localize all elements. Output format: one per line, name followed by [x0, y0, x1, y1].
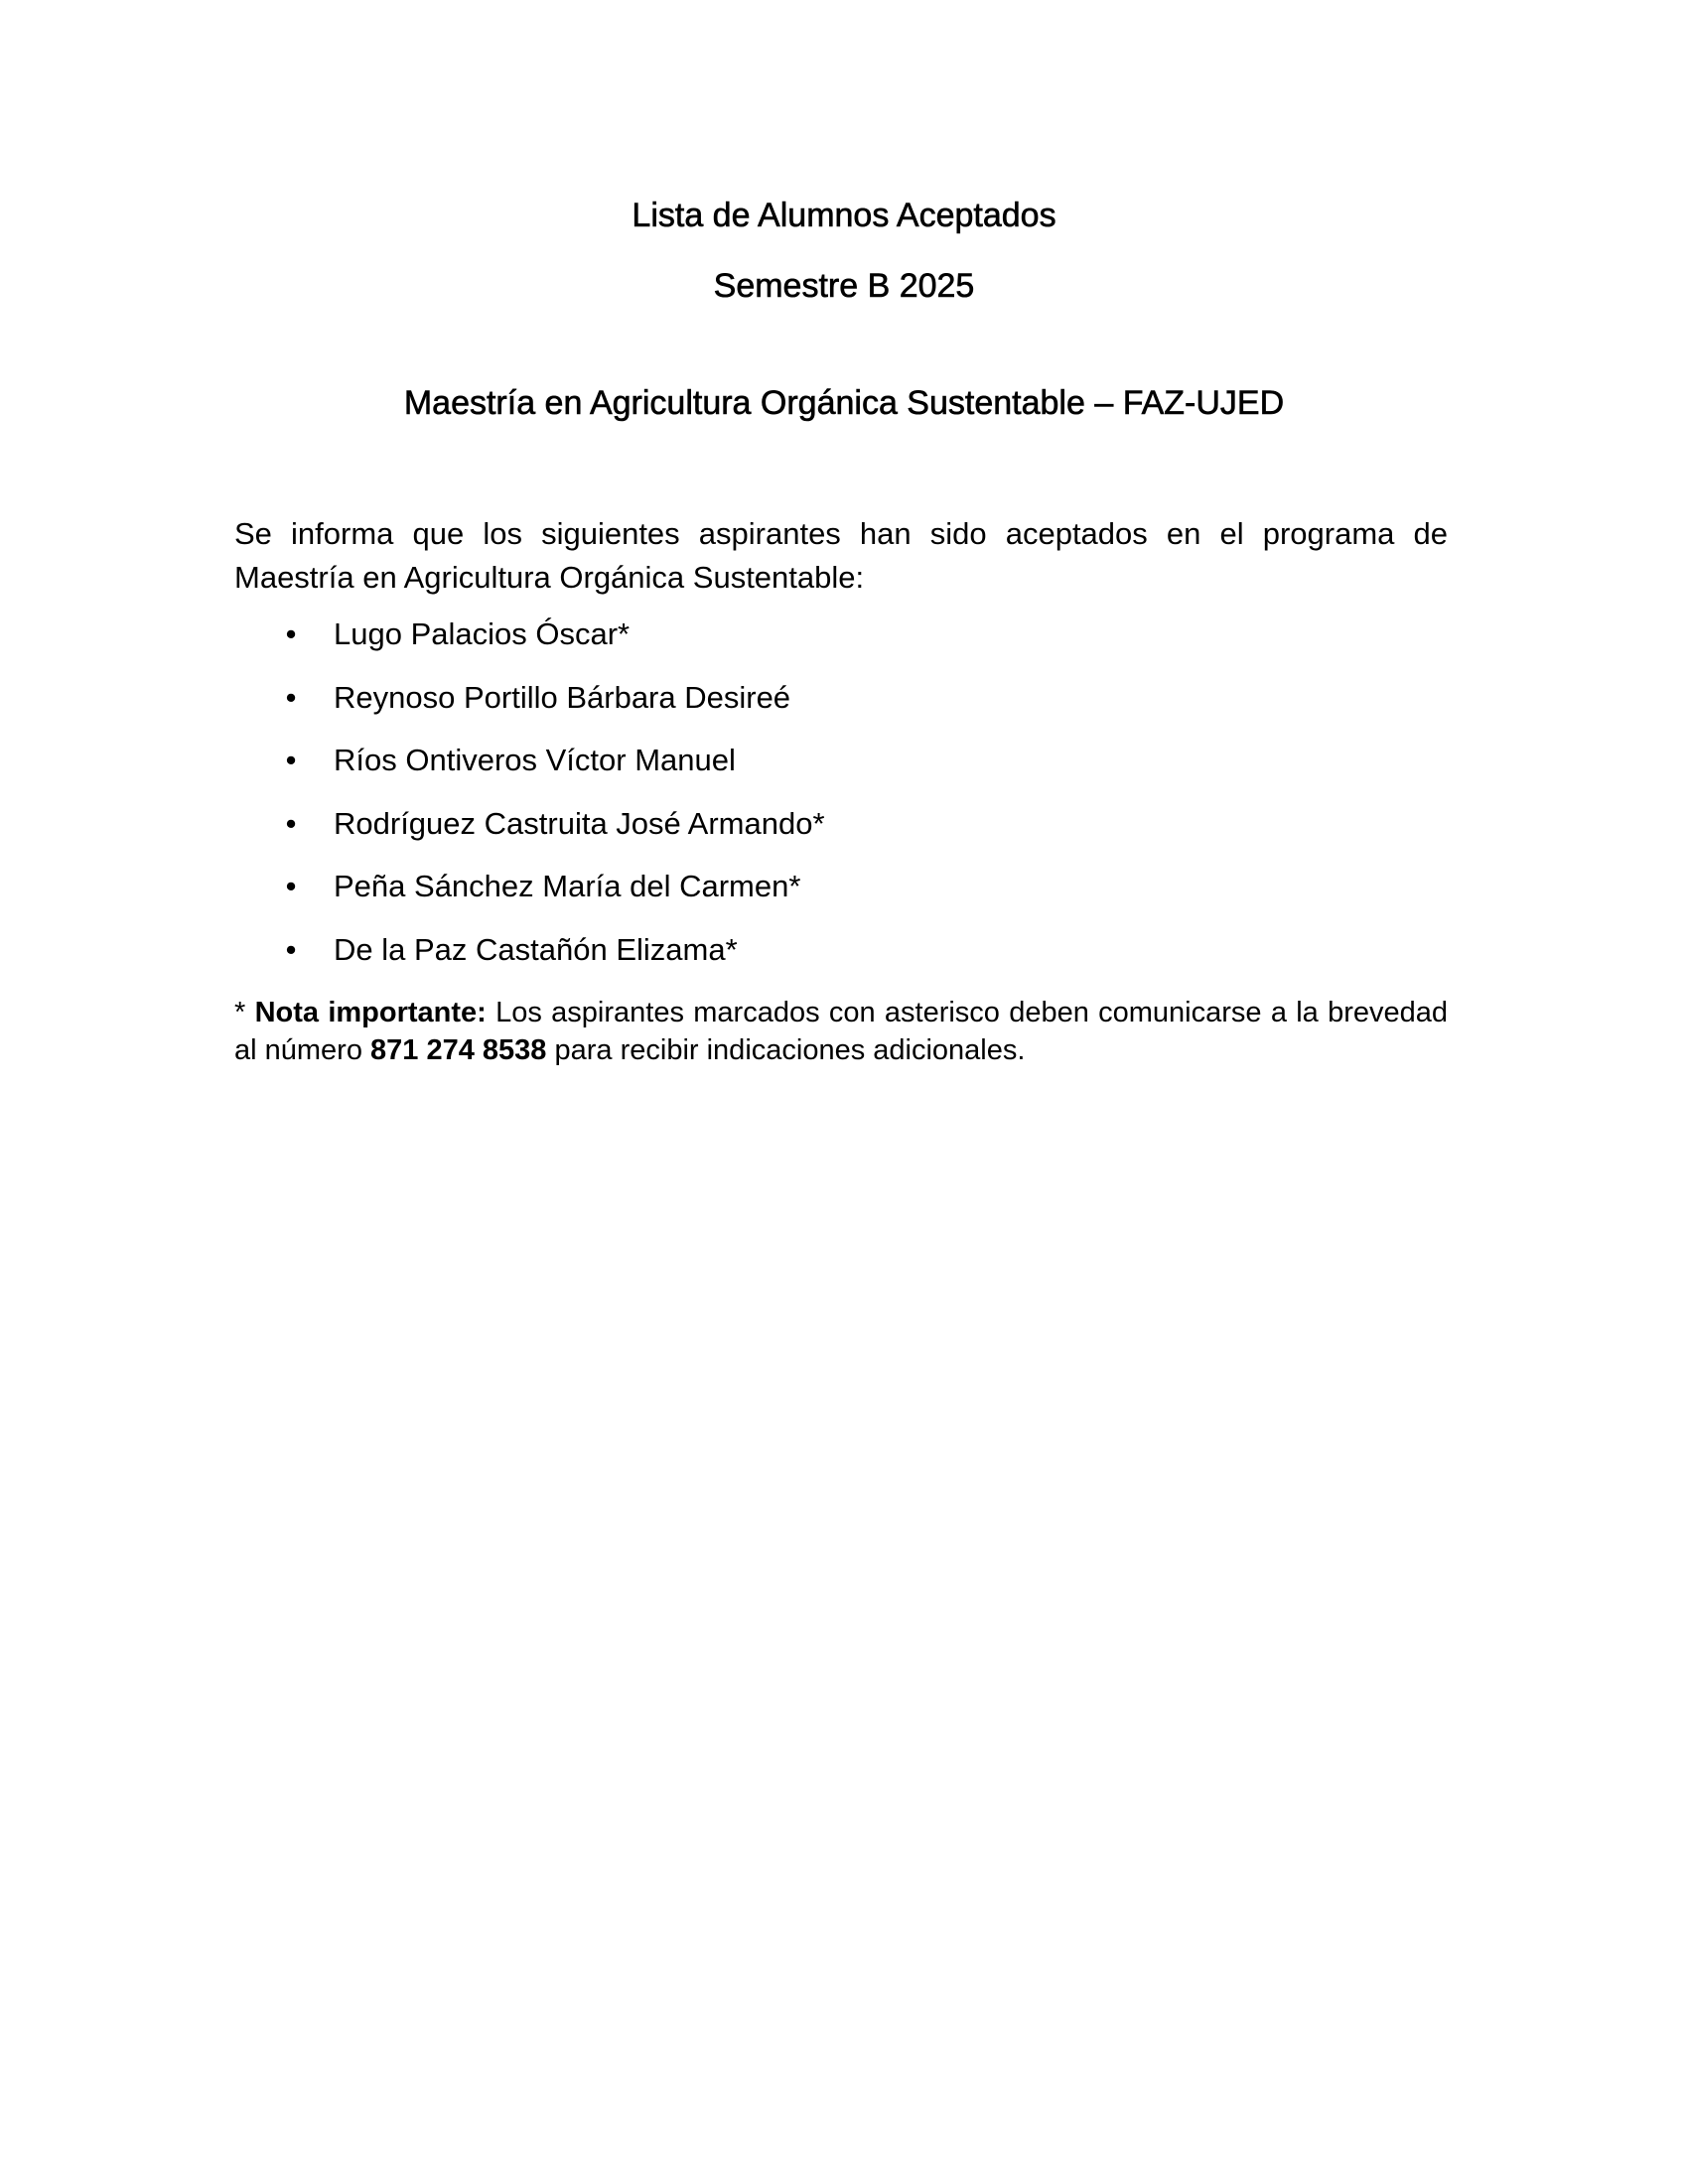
student-name: Rodríguez Castruita José Armando*: [334, 805, 825, 841]
student-name: Peña Sánchez María del Carmen*: [334, 869, 801, 903]
note-asterisk: *: [234, 997, 246, 1028]
list-item: [234, 802, 1448, 866]
list-item: [234, 928, 1448, 992]
list-item: [234, 676, 1448, 740]
list-item: [234, 865, 1448, 928]
intro-paragraph: Se informa que los siguientes aspirantes han sido aceptados en el programa de Maestría en Agricultura Orgánica Sustentable:: [234, 516, 1448, 595]
program-title: Maestría en Agricultura Orgánica Sustentable – FAZ-UJED: [403, 384, 1285, 422]
list-item: [234, 613, 1448, 676]
phone-number: 871 274 8538: [370, 1034, 547, 1066]
student-name: De la Paz Castañón Elizama*: [334, 931, 738, 967]
accepted-students-list: [234, 613, 1448, 991]
student-name: Reynoso Portillo Bárbara Desireé: [334, 679, 791, 715]
bullet-icon: •: [285, 805, 297, 841]
bullet-icon: •: [285, 931, 297, 967]
note-text: Los aspirantes marcados con asterisco deben comunicarse a la brevedad al número: [234, 997, 1449, 1066]
student-name: Lugo Palacios Óscar*: [334, 616, 631, 651]
student-name: Ríos Ontiveros Víctor Manuel: [334, 743, 736, 777]
list-item: [234, 739, 1448, 802]
bullet-icon: •: [285, 679, 297, 715]
important-note: [234, 994, 1448, 1069]
bullet-icon: •: [285, 869, 297, 903]
note-text-end: para recibir indicaciones adicionales.: [554, 1034, 1026, 1066]
page-title: Lista de Alumnos Aceptados: [632, 197, 1056, 234]
note-label: Nota importante:: [254, 997, 487, 1028]
bullet-icon: •: [285, 616, 297, 651]
semester-title: Semestre B 2025: [713, 267, 975, 305]
bullet-icon: •: [285, 743, 297, 777]
